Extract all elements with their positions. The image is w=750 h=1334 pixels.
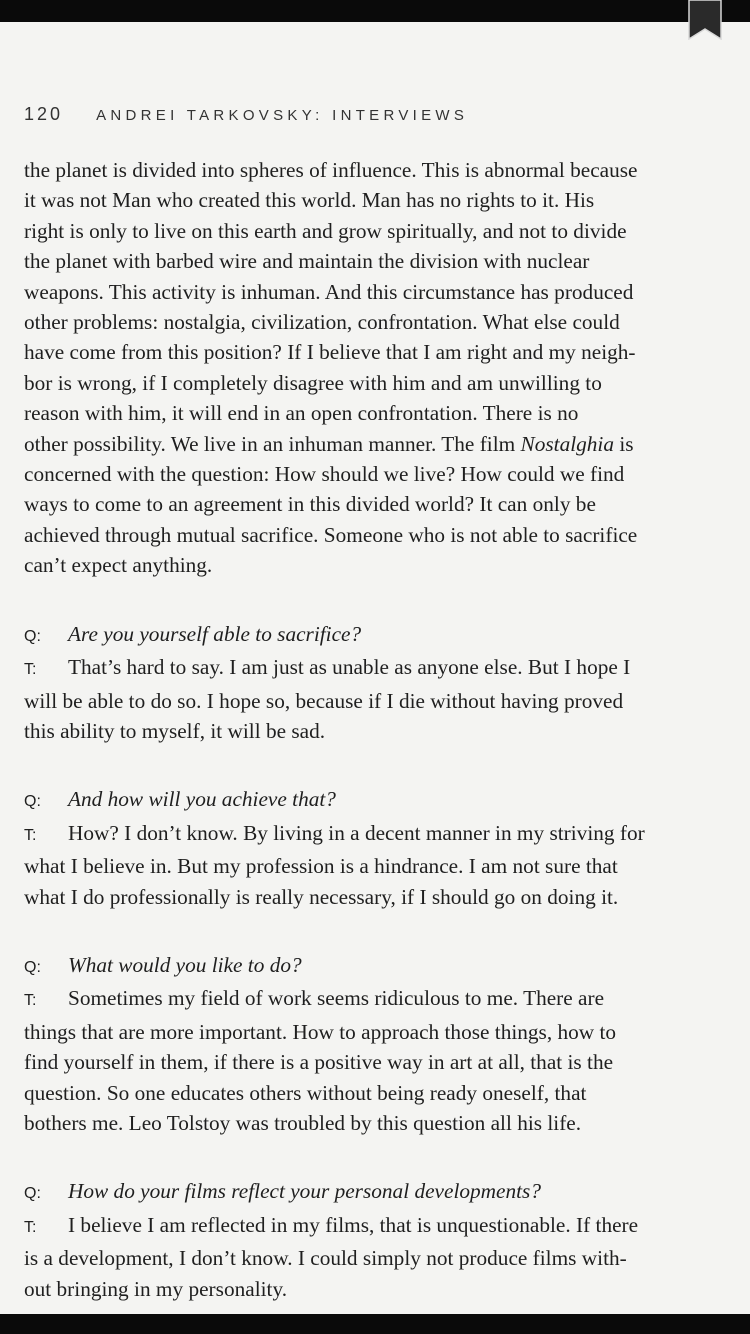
answer-label: T:: [24, 661, 37, 679]
question-line: [24, 784, 750, 817]
question-label: Q:: [24, 627, 41, 645]
text-line: concerned with the question: How should we live? How could we find: [24, 462, 625, 487]
question-label: Q:: [24, 1185, 41, 1203]
question-label: Q:: [24, 793, 41, 811]
answer-text: I believe I am reflected in my films, that is unquestionable. If there: [68, 1212, 639, 1237]
film-title: Nostalghia: [520, 431, 615, 456]
page-number: 120: [24, 104, 64, 124]
answer-line: [24, 983, 750, 1016]
text-line: this ability to myself, it will be sad.: [24, 718, 326, 743]
qa-block: [24, 950, 750, 1138]
text-line: the planet is divided into spheres of influence. This is abnormal because: [24, 158, 638, 182]
text-line: can’t expect anything.: [24, 553, 213, 578]
running-title: ANDREI TARKOVSKY: INTERVIEWS: [96, 107, 469, 124]
answer-line: [24, 1210, 750, 1243]
text-line: what I believe in. But my profession is a hindrance. I am not sure that: [24, 854, 618, 879]
bookmark-icon[interactable]: [688, 0, 722, 40]
text-line: find yourself in them, if there is a positive way in art at all, that is the: [24, 1050, 614, 1075]
text-line: weapons. This activity is inhuman. And this circumstance has produced: [24, 279, 634, 304]
answer-line: [24, 652, 750, 685]
question-line: [24, 619, 750, 652]
answer-text: Sometimes my field of work seems ridiculous to me. There are: [68, 986, 605, 1011]
text-line: is a development, I don’t know. I could simply not produce films with-: [24, 1246, 627, 1271]
running-header: [24, 104, 468, 125]
answer-line: [24, 818, 750, 851]
text-line: will be able to do so. I hope so, because if I die without having proved: [24, 688, 624, 713]
qa-block: [24, 619, 750, 747]
text-line: bor is wrong, if I completely disagree with him and am unwilling to: [24, 370, 602, 395]
status-bar: [0, 0, 750, 22]
text-segment: is: [614, 431, 634, 456]
text-line: ways to come to an agreement in this divided world? It can only be: [24, 492, 596, 517]
qa-block: [24, 784, 750, 912]
text-line: right is only to live on this earth and grow spiritually, and not to divide: [24, 218, 627, 243]
question-text: What would you like to do?: [68, 952, 302, 977]
qa-block: [24, 1176, 750, 1304]
text-line: things that are more important. How to approach those things, how to: [24, 1019, 617, 1044]
answer-label: T:: [24, 1218, 37, 1236]
question-label: Q:: [24, 958, 41, 976]
question-text: Are you yourself able to sacrifice?: [68, 621, 362, 646]
question-line: [24, 1176, 750, 1209]
page-content: [24, 155, 750, 1304]
text-line: [24, 429, 750, 459]
text-line: have come from this position? If I believe that I am right and my neigh-: [24, 340, 636, 365]
question-line: [24, 950, 750, 983]
text-line: it was not Man who created this world. Man has no rights to it. His: [24, 188, 595, 213]
answer-label: T:: [24, 992, 37, 1010]
text-line: reason with him, it will end in an open confrontation. There is no: [24, 401, 579, 426]
answer-label: T:: [24, 826, 37, 844]
answer-text: That’s hard to say. I am just as unable as anyone else. But I hope I: [68, 655, 631, 680]
text-segment: other possibility. We live in an inhuman manner. The film: [24, 431, 521, 456]
text-line: out bringing in my personality.: [24, 1276, 288, 1301]
text-line: bothers me. Leo Tolstoy was troubled by this question all his life.: [24, 1110, 582, 1135]
text-line: question. So one educates others without being ready oneself, that: [24, 1080, 587, 1105]
text-line: the planet with barbed wire and maintain the division with nuclear: [24, 249, 590, 274]
text-line: achieved through mutual sacrifice. Someone who is not able to sacrifice: [24, 522, 638, 547]
answer-text: How? I don’t know. By living in a decent manner in my striving for: [68, 820, 645, 845]
text-line: other problems: nostalgia, civilization, confrontation. What else could: [24, 310, 620, 335]
text-line: what I do professionally is really necessary, if I should go on doing it.: [24, 884, 619, 909]
navigation-bar: [0, 1314, 750, 1334]
intro-paragraph: [24, 155, 750, 581]
question-text: And how will you achieve that?: [68, 787, 336, 812]
question-text: How do your films reflect your personal developments?: [68, 1179, 541, 1204]
